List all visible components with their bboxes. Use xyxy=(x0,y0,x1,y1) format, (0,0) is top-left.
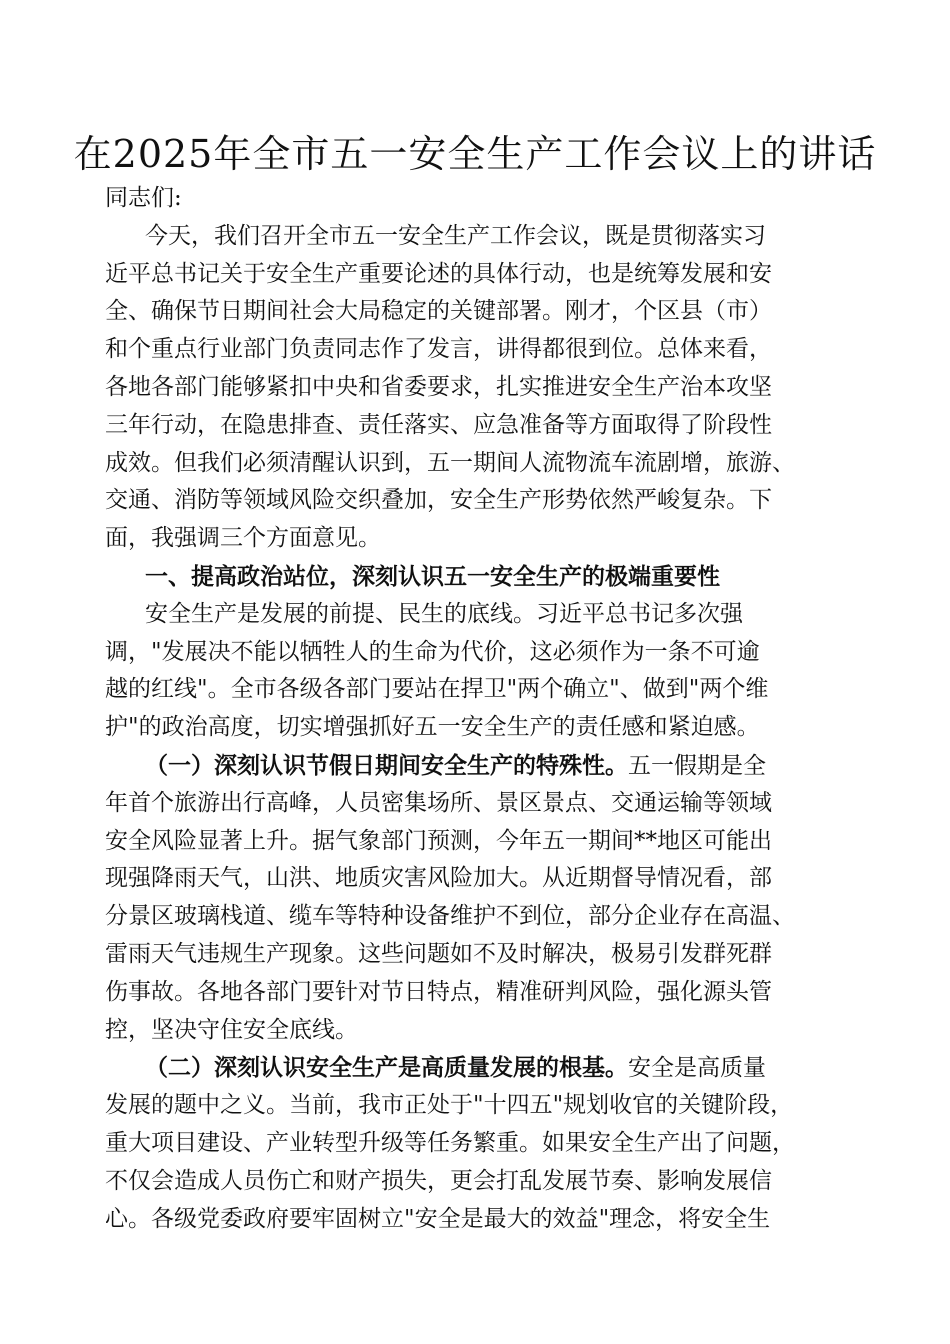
text-line: 现强降雨天气，山洪、地质灾害风险加大。从近期督导情况看，部 xyxy=(105,865,772,892)
document-body xyxy=(105,180,845,1238)
text-line: 近平总书记关于安全生产重要论述的具体行动，也是统筹发展和安 xyxy=(105,260,772,287)
text-line: 今天，我们召开全市五一安全生产工作会议，既是贯彻落实习 xyxy=(145,222,766,249)
text-line: 发展的题中之义。当前，我市正处于"十四五"规划收官的关键阶段， xyxy=(105,1092,794,1119)
text-line: 全、确保节日期间社会大局稳定的关键部署。刚才，个区县（市） xyxy=(105,298,772,325)
text-line: 三年行动，在隐患排查、责任落实、应急准备等方面取得了阶段性 xyxy=(105,411,772,438)
text-line: 重大项目建设、产业转型升级等任务繁重。如果安全生产出了问题， xyxy=(105,1129,795,1156)
text-line: 面，我强调三个方面意见。 xyxy=(105,525,381,552)
text-line: 安全风险显著上升。据气象部门预测，今年五一期间**地区可能出 xyxy=(105,827,772,854)
paragraph-subsection-2 xyxy=(105,1049,845,1238)
text-line xyxy=(105,747,845,785)
text-span: 安全是高质量 xyxy=(628,1055,766,1082)
salutation: 同志们: xyxy=(105,185,182,211)
text-line: 和个重点行业部门负责同志作了发言，讲得都很到位。总体来看， xyxy=(105,336,772,363)
text-line: 交通、消防等领域风险交织叠加，安全生产形势依然严峻复杂。下 xyxy=(105,487,772,514)
text-line: 安全生产是发展的前提、民生的底线。习近平总书记多次强 xyxy=(145,600,743,627)
text-line: 伤事故。各地各部门要针对节日特点，精准研判风险，强化源头管 xyxy=(105,978,772,1005)
section-heading-1: 一、提高政治站位，深刻认识五一安全生产的极端重要性 xyxy=(145,562,720,590)
text-line: 分景区玻璃栈道、缆车等特种设备维护不到位，部分企业存在高温、 xyxy=(105,903,795,930)
text-line: 控，坚决守住安全底线。 xyxy=(105,1016,358,1043)
text-span: 五一假期是全 xyxy=(628,752,766,779)
text-line: 成效。但我们必须清醒认识到，五一期间人流物流车流剧增，旅游、 xyxy=(105,449,795,476)
text-line: 年首个旅游出行高峰，人员密集场所、景区景点、交通运输等领域 xyxy=(105,789,772,816)
text-line: 各地各部门能够紧扣中央和省委要求，扎实推进安全生产治本攻坚 xyxy=(105,373,772,400)
subsection-heading-2: （二）深刻认识安全生产是高质量发展的根基。 xyxy=(145,1054,628,1082)
paragraph-section-1 xyxy=(105,596,845,747)
text-line: 护"的政治高度，切实增强抓好五一安全生产的责任感和紧迫感。 xyxy=(105,714,760,741)
text-line xyxy=(105,1049,845,1087)
paragraph-subsection-1 xyxy=(105,747,845,1049)
text-line: 心。各级党委政府要牢固树立"安全是最大的效益"理念，将安全生 xyxy=(105,1205,771,1232)
text-line: 调，"发展决不能以牺牲人的生命为代价，这必须作为一条不可逾 xyxy=(105,638,760,665)
text-line: 雷雨天气违规生产现象。这些问题如不及时解决，极易引发群死群 xyxy=(105,940,772,967)
document-title: 在2025年全市五一安全生产工作会议上的讲话 xyxy=(73,132,877,176)
text-line: 越的红线"。全市各级各部门要站在捍卫"两个确立"、做到"两个维 xyxy=(105,676,769,703)
paragraph-opening xyxy=(105,218,845,558)
text-line: 不仅会造成人员伤亡和财产损失，更会打乱发展节奏、影响发展信 xyxy=(105,1167,772,1194)
subsection-heading-1: （一）深刻认识节假日期间安全生产的特殊性。 xyxy=(145,751,628,779)
